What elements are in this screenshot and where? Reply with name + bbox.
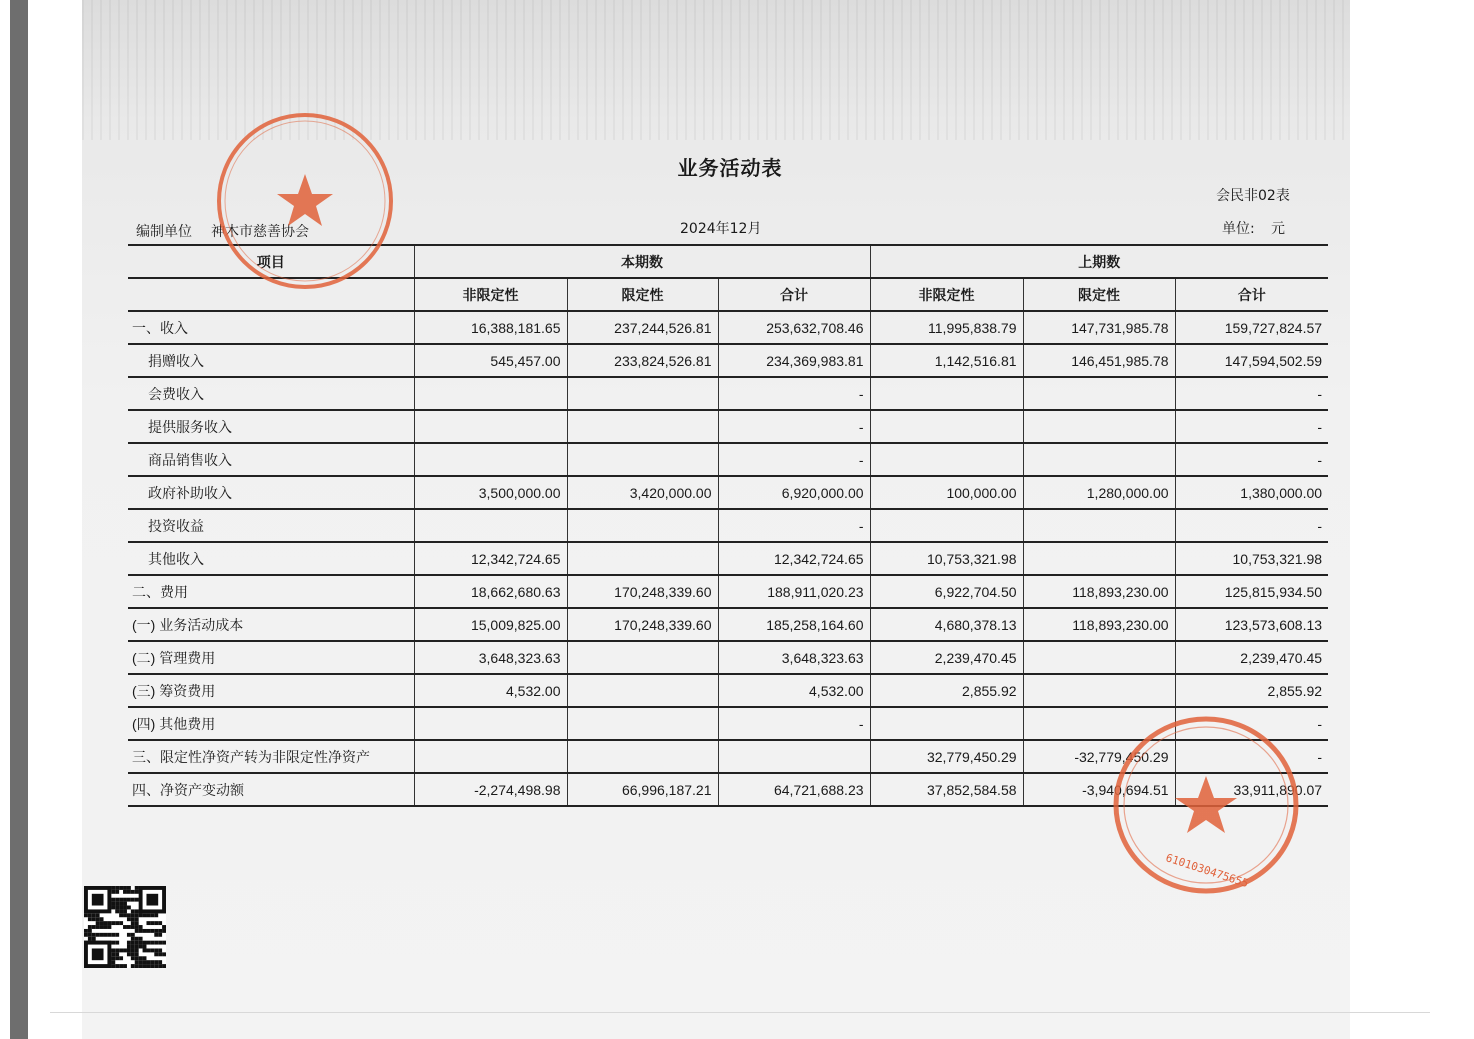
- cell-value: [567, 707, 718, 740]
- cell-value: 11,995,838.79: [870, 311, 1023, 344]
- cell-value: -: [1175, 410, 1328, 443]
- cell-value: 3,420,000.00: [567, 476, 718, 509]
- cell-value: 37,852,584.58: [870, 773, 1023, 806]
- row-label: 提供服务收入: [128, 410, 414, 443]
- cell-value: 1,380,000.00: [1175, 476, 1328, 509]
- cell-value: 170,248,339.60: [567, 575, 718, 608]
- org-value: 神木市慈善协会: [211, 224, 309, 240]
- cell-value: [414, 410, 567, 443]
- cell-value: 125,815,934.50: [1175, 575, 1328, 608]
- cell-value: 2,239,470.45: [1175, 641, 1328, 674]
- cell-value: [567, 674, 718, 707]
- row-label: (四) 其他费用: [128, 707, 414, 740]
- table-row: [128, 476, 1328, 509]
- cell-value: 100,000.00: [870, 476, 1023, 509]
- row-label: 四、净资产变动额: [128, 773, 414, 806]
- cell-value: [1023, 542, 1175, 575]
- organization-seal: [212, 108, 398, 294]
- table-row: [128, 674, 1328, 707]
- cell-value: -32,779,450.29: [1023, 740, 1175, 773]
- row-label: 商品销售收入: [128, 443, 414, 476]
- cell-value: -: [718, 410, 870, 443]
- cell-value: [414, 443, 567, 476]
- cell-value: 188,911,020.23: [718, 575, 870, 608]
- table-row: [128, 377, 1328, 410]
- cell-value: [1023, 377, 1175, 410]
- cell-value: 2,855.92: [1175, 674, 1328, 707]
- cell-value: 4,532.00: [414, 674, 567, 707]
- cell-value: [567, 740, 718, 773]
- cell-value: 237,244,526.81: [567, 311, 718, 344]
- cell-value: -: [1175, 509, 1328, 542]
- cell-value: -: [1175, 443, 1328, 476]
- cell-value: 253,632,708.46: [718, 311, 870, 344]
- accounting-firm-seal: [1110, 714, 1302, 896]
- previous-period-header: 上期数: [870, 245, 1328, 278]
- cell-value: 6,920,000.00: [718, 476, 870, 509]
- cell-value: -2,274,498.98: [414, 773, 567, 806]
- cell-value: [567, 443, 718, 476]
- table-row: [128, 509, 1328, 542]
- table-row: [128, 443, 1328, 476]
- cell-value: [414, 740, 567, 773]
- current-period-header: 本期数: [414, 245, 870, 278]
- cell-value: 1,280,000.00: [1023, 476, 1175, 509]
- cell-value: 3,500,000.00: [414, 476, 567, 509]
- table-row: [128, 575, 1328, 608]
- col-header: 非限定性: [414, 278, 567, 311]
- cell-value: [567, 542, 718, 575]
- row-label: (二) 管理费用: [128, 641, 414, 674]
- cell-value: 4,680,378.13: [870, 608, 1023, 641]
- cell-value: 4,532.00: [718, 674, 870, 707]
- row-label: 三、限定性净资产转为非限定性净资产: [128, 740, 414, 773]
- cell-value: 1,142,516.81: [870, 344, 1023, 377]
- cell-value: [870, 377, 1023, 410]
- seal-number: 6101030475655: [1164, 851, 1251, 891]
- unit-value: 元: [1271, 221, 1285, 237]
- col-header: 合计: [1175, 278, 1328, 311]
- cell-value: 118,893,230.00: [1023, 608, 1175, 641]
- cell-value: 123,573,608.13: [1175, 608, 1328, 641]
- cell-value: 66,996,187.21: [567, 773, 718, 806]
- cell-value: 233,824,526.81: [567, 344, 718, 377]
- cell-value: [414, 707, 567, 740]
- table-row: [128, 311, 1328, 344]
- table-row: [128, 608, 1328, 641]
- table-row: [128, 344, 1328, 377]
- cell-value: 10,753,321.98: [1175, 542, 1328, 575]
- cell-value: [1023, 509, 1175, 542]
- form-number: 会民非02表: [1216, 188, 1290, 204]
- row-label: 其他收入: [128, 542, 414, 575]
- cell-value: -: [1175, 740, 1328, 773]
- scan-left-edge: [10, 0, 28, 1039]
- cell-value: 33,911,890.07: [1175, 773, 1328, 806]
- cell-value: 12,342,724.65: [718, 542, 870, 575]
- cell-value: 147,594,502.59: [1175, 344, 1328, 377]
- cell-value: 2,855.92: [870, 674, 1023, 707]
- cell-value: 3,648,323.63: [718, 641, 870, 674]
- cell-value: [870, 410, 1023, 443]
- table-row: [128, 641, 1328, 674]
- table-row: [128, 410, 1328, 443]
- cell-value: [567, 641, 718, 674]
- unit-label: 单位:: [1222, 221, 1255, 237]
- cell-value: 170,248,339.60: [567, 608, 718, 641]
- page-bottom-line: [50, 1012, 1430, 1013]
- cell-value: 2,239,470.45: [870, 641, 1023, 674]
- cell-value: [1023, 641, 1175, 674]
- cell-value: [718, 740, 870, 773]
- cell-value: [1023, 410, 1175, 443]
- cell-value: 12,342,724.65: [414, 542, 567, 575]
- cell-value: 146,451,985.78: [1023, 344, 1175, 377]
- cell-value: [567, 410, 718, 443]
- row-label: 一、收入: [128, 311, 414, 344]
- cell-value: 234,369,983.81: [718, 344, 870, 377]
- cell-value: 32,779,450.29: [870, 740, 1023, 773]
- cell-value: [1023, 443, 1175, 476]
- cell-value: -: [1175, 707, 1328, 740]
- cell-value: [870, 707, 1023, 740]
- row-label: (一) 业务活动成本: [128, 608, 414, 641]
- cell-value: [414, 509, 567, 542]
- row-label: 投资收益: [128, 509, 414, 542]
- cell-value: -: [718, 377, 870, 410]
- qr-code-icon: [84, 886, 166, 968]
- cell-value: [414, 377, 567, 410]
- cell-value: [567, 509, 718, 542]
- cell-value: 16,388,181.65: [414, 311, 567, 344]
- cell-value: 10,753,321.98: [870, 542, 1023, 575]
- cell-value: -3,940,694.51: [1023, 773, 1175, 806]
- cell-value: -: [718, 509, 870, 542]
- row-label: 政府补助收入: [128, 476, 414, 509]
- cell-value: 18,662,680.63: [414, 575, 567, 608]
- col-header: 限定性: [1023, 278, 1175, 311]
- report-period: 2024年12月: [680, 221, 762, 237]
- cell-value: 147,731,985.78: [1023, 311, 1175, 344]
- org-label: 编制单位: [136, 224, 192, 240]
- cell-value: -: [1175, 377, 1328, 410]
- cell-value: 118,893,230.00: [1023, 575, 1175, 608]
- col-header: 限定性: [567, 278, 718, 311]
- cell-value: 15,009,825.00: [414, 608, 567, 641]
- cell-value: 3,648,323.63: [414, 641, 567, 674]
- cell-value: 545,457.00: [414, 344, 567, 377]
- cell-value: [870, 509, 1023, 542]
- row-label: 二、费用: [128, 575, 414, 608]
- row-label: 会费收入: [128, 377, 414, 410]
- col-header: 合计: [718, 278, 870, 311]
- item-header: 项目: [128, 245, 414, 278]
- cell-value: [870, 443, 1023, 476]
- cell-value: [1023, 674, 1175, 707]
- cell-value: -: [718, 707, 870, 740]
- row-label: (三) 筹资费用: [128, 674, 414, 707]
- cell-value: 159,727,824.57: [1175, 311, 1328, 344]
- table-row: [128, 542, 1328, 575]
- row-label: 捐赠收入: [128, 344, 414, 377]
- col-header: 非限定性: [870, 278, 1023, 311]
- cell-value: 6,922,704.50: [870, 575, 1023, 608]
- cell-value: 185,258,164.60: [718, 608, 870, 641]
- cell-value: 64,721,688.23: [718, 773, 870, 806]
- cell-value: [567, 377, 718, 410]
- report-title: 业务活动表: [677, 156, 783, 180]
- cell-value: -: [718, 443, 870, 476]
